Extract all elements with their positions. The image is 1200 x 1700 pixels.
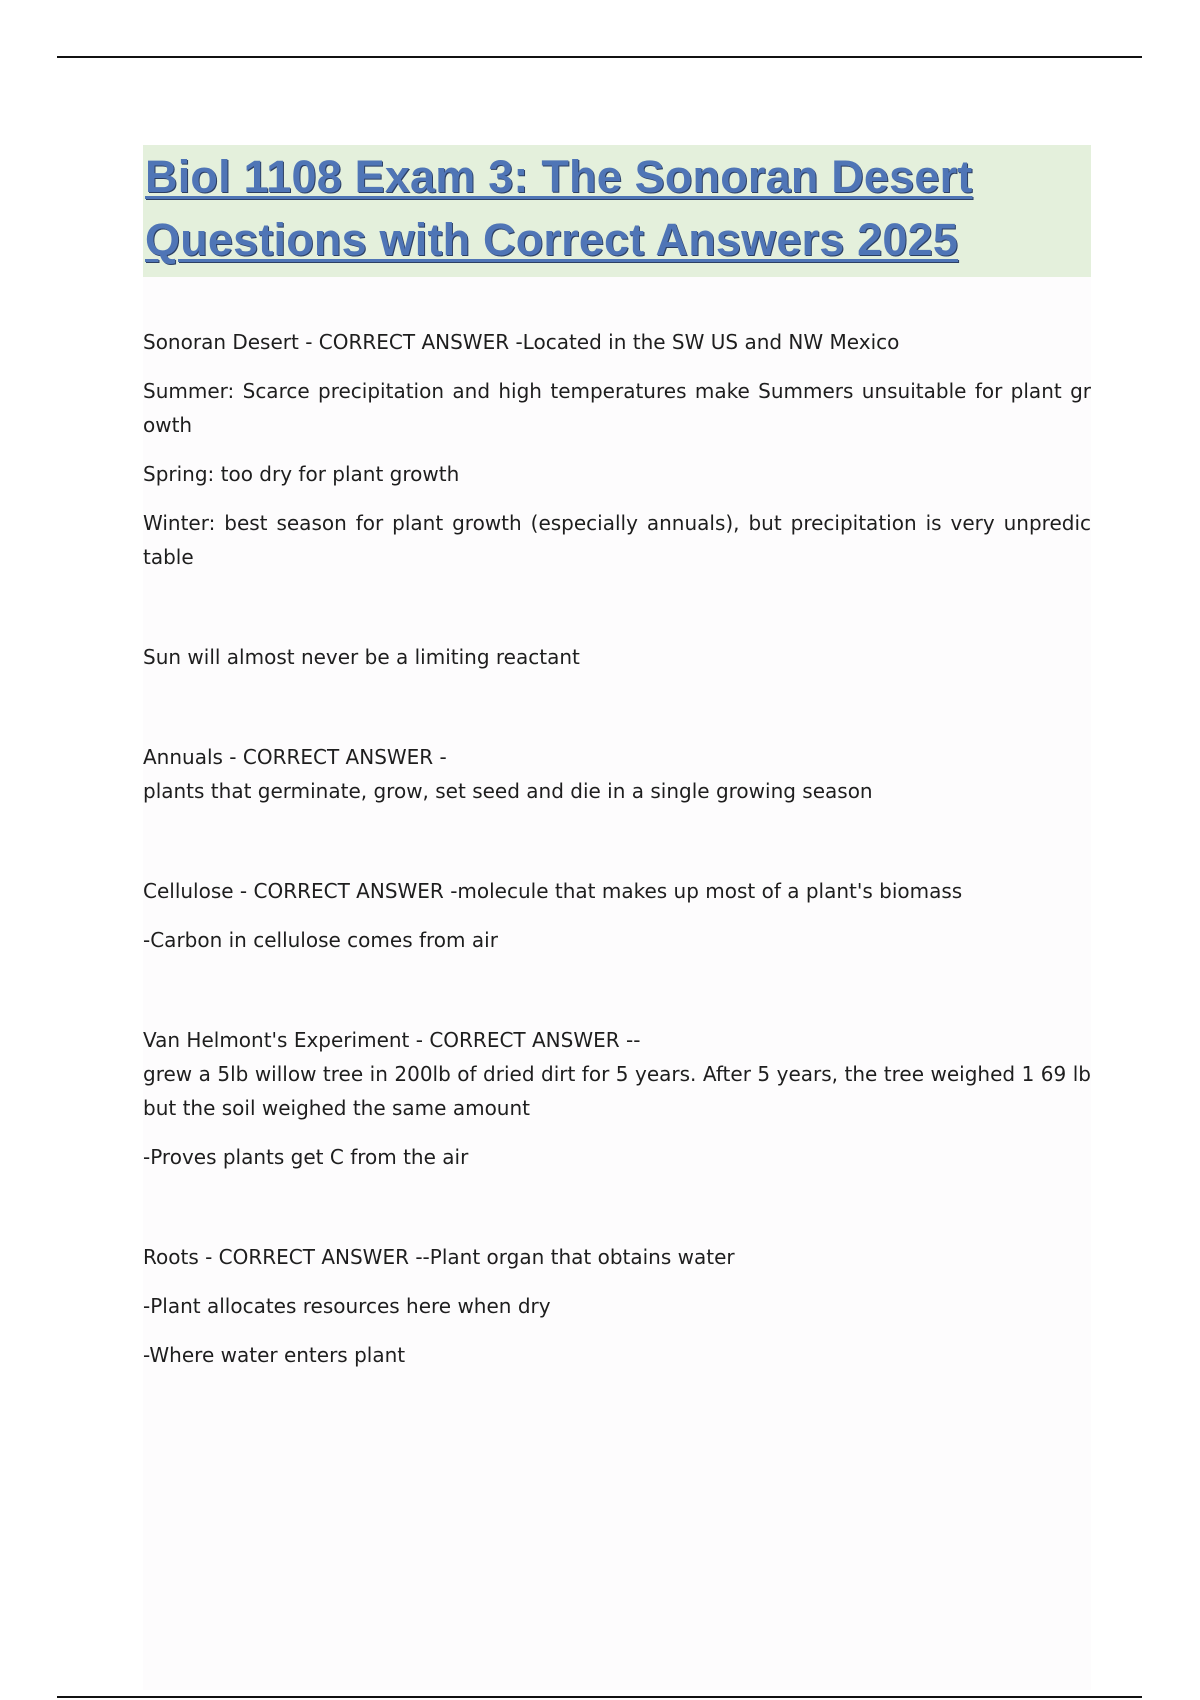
document-body [143,325,1091,1372]
paragraph-van-helmont-heading: Van Helmont's Experiment - CORRECT ANSWER -- [143,1028,641,1052]
paragraph-roots: Roots - CORRECT ANSWER --Plant organ that obtains water [143,1245,735,1269]
title-line-1: Biol 1108 Exam 3: The Sonoran Desert [145,151,973,202]
paragraph-annuals-definition: plants that germinate, grow, set seed and die in a single growing season [143,779,873,803]
paragraph-roots-water: -Where water enters plant [143,1343,406,1367]
paragraph-summer: Summer: Scarce precipitation and high temperatures make Summers unsuitable for plant gr owth [143,379,1091,437]
paragraph-cellulose-carbon: -Carbon in cellulose comes from air [143,928,498,952]
paragraph-cellulose: Cellulose - CORRECT ANSWER -molecule that makes up most of a plant's biomass [143,879,963,903]
paragraph-van-helmont-experiment: grew a 5lb willow tree in 200lb of dried dirt for 5 years. After 5 years, the tree weighed 1 69 lb but the soil weighed the same amount [143,1062,1091,1120]
paragraph-spring: Spring: too dry for plant growth [143,462,460,486]
paragraph-van-helmont-conclusion: -Proves plants get C from the air [143,1145,469,1169]
paragraph-sonoran-desert: Sonoran Desert - CORRECT ANSWER -Located in the SW US and NW Mexico [143,330,900,354]
bottom-rule [57,1696,1142,1698]
paragraph-annuals-heading: Annuals - CORRECT ANSWER - [143,745,447,769]
paragraph-sun: Sun will almost never be a limiting reactant [143,645,580,669]
paragraph-roots-allocation: -Plant allocates resources here when dry [143,1294,551,1318]
top-rule [57,56,1142,58]
document-title [143,145,1091,277]
document-page [143,145,1091,1690]
title-line-2: Questions with Correct Answers 2025 [145,214,959,265]
paragraph-winter: Winter: best season for plant growth (especially annuals), but precipitation is very unpredic table [143,511,1091,569]
